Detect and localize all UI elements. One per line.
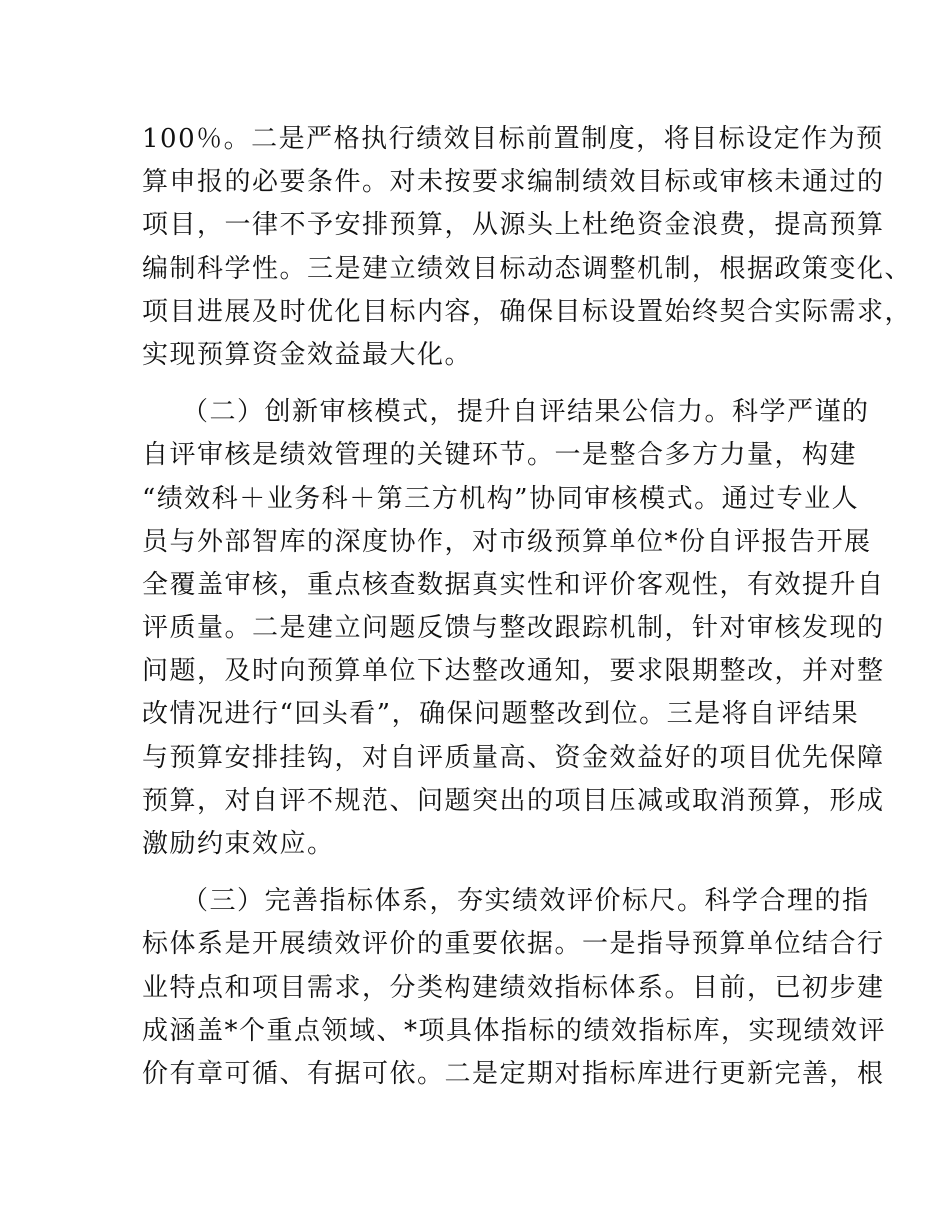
text-line: 评质量。二是建立问题反馈与整改跟踪机制，针对审核发现的: [142, 613, 885, 644]
text-line: （三）完善指标体系，夯实绩效评价标尺。科学合理的指: [182, 886, 870, 917]
text-line: 员与外部智库的深度协作，对市级预算单位*份自评报告开展: [142, 526, 872, 557]
text-line: 预算，对自评不规范、问题突出的项目压减或取消预算，形成: [142, 785, 885, 816]
text-line: “绩效科＋业务科＋第三方机构”协同审核模式。通过专业人: [142, 483, 860, 514]
text-line: 改情况进行“回头看”，确保问题整改到位。三是将自评结果: [142, 699, 860, 730]
text-line: 自评审核是绩效管理的关键环节。一是整合多方力量，构建: [142, 440, 858, 471]
paragraph-1: [142, 118, 913, 377]
document-body: [142, 118, 913, 1096]
text-line: 全覆盖审核，重点核查数据真实性和评价客观性，有效提升自: [142, 569, 885, 600]
text-line: 100％。二是严格执行绩效目标前置制度，将目标设定作为预: [142, 124, 884, 154]
text-line: 问题，及时向预算单位下达整改通知，要求限期整改，并对整: [142, 656, 885, 687]
text-line: 与预算安排挂钩，对自评质量高、资金效益好的项目优先保障: [142, 742, 885, 773]
text-line: 实现预算资金效益最大化。: [142, 339, 473, 370]
text-line: 成涵盖*个重点领域、*项具体指标的绩效指标库，实现绩效评: [142, 1015, 887, 1046]
paragraph-3: [142, 880, 887, 1096]
paragraph-gap: [142, 866, 812, 880]
paragraph-gap: [142, 377, 812, 391]
text-line: 编制科学性。三是建立绩效目标动态调整机制，根据政策变化、: [142, 253, 913, 284]
paragraph-2: [142, 391, 885, 866]
text-line: 价有章可循、有据可依。二是定期对指标库进行更新完善，根: [142, 1058, 885, 1089]
text-line: 标体系是开展绩效评价的重要依据。一是指导预算单位结合行: [142, 929, 885, 960]
text-line: 算申报的必要条件。对未按要求编制绩效目标或审核未通过的: [142, 167, 885, 198]
text-line: 项目进展及时优化目标内容，确保目标设置始终契合实际需求，: [142, 296, 913, 327]
text-line: 激励约束效应。: [142, 829, 335, 859]
text-line: 业特点和项目需求，分类构建绩效指标体系。目前，已初步建: [142, 972, 885, 1003]
text-line: （二）创新审核模式，提升自评结果公信力。科学严谨的: [182, 397, 870, 428]
text-line: 项目，一律不予安排预算，从源头上杜绝资金浪费，提高预算: [142, 210, 885, 241]
